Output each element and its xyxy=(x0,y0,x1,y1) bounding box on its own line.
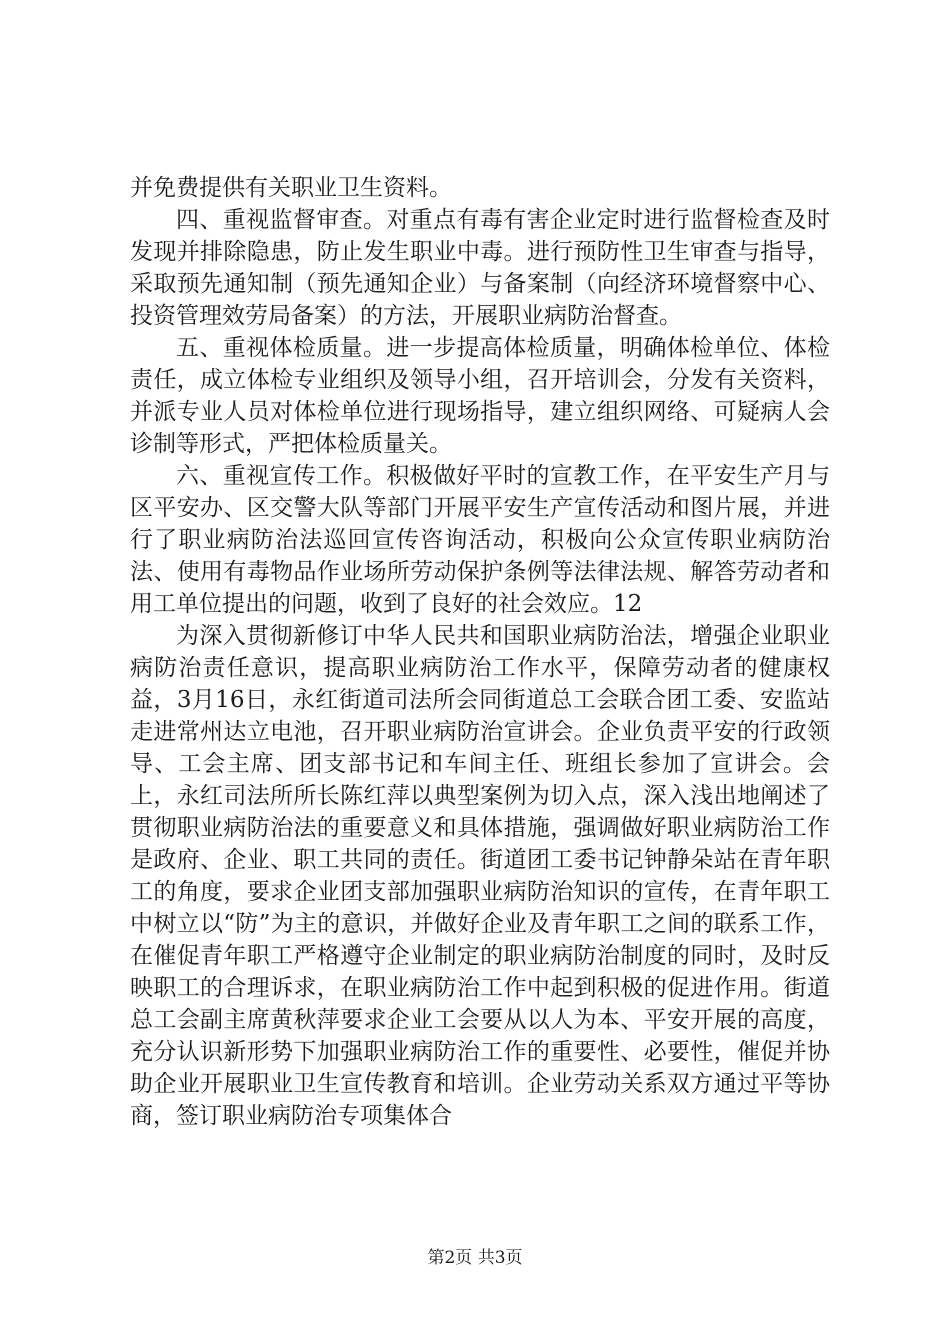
paragraph-occupational-disease-lecture: 为深入贯彻新修订中华人民共和国职业病防治法，增强企业职业病防治责任意识，提高职业病防治工作水平，保障劳动者的健康权益，3月16日，永红街道司法所会同街道总工会联合团工委、安监站走进常州达立电池，召开职业病防治宣讲会。企业负责平安的行政领导、工会主席、团支部书记和车间主任、班组长参加了宣讲会。会上，永红司法所所长陈红萍以典型案例为切入点，深入浅出地阐述了贯彻职业病防治法的重要意义和具体措施，强调做好职业病防治工作是政府、企业、职工共同的责任。街道团工委书记钟静朵站在青年职工的角度，要求企业团支部加强职业病防治知识的宣传，在青年职工中树立以“防”为主的意识，并做好企业及青年职工之间的联系工作，在催促青年职工严格遵守企业制定的职业病防治制度的同时，及时反映职工的合理诉求，在职业病防治工作中起到积极的促进作用。街道总工会副主席黄秋萍要求企业工会要从以人为本、平安开展的高度，充分认识新形势下加强职业病防治工作的重要性、必要性，催促并协助企业开展职业卫生宣传教育和培训。企业劳动关系双方通过平等协商，签订职业病防治专项集体合 xyxy=(130,623,830,1129)
document-body xyxy=(130,172,830,1132)
paragraph-health-exam-quality: 五、重视体检质量。进一步提高体检质量，明确体检单位、体检责任，成立体检专业组织及领导小组，召开培训会，分发有关资料，并派专业人员对体检单位进行现场指导，建立组织网络、可疑病人会诊制等形式，严把体检质量关。 xyxy=(130,335,830,457)
paragraph-continuation: 并免费提供有关职业卫生资料。 xyxy=(130,175,452,201)
paragraph-publicity-work: 六、重视宣传工作。积极做好平时的宣教工作，在平安生产月与区平安办、区交警大队等部门开展平安生产宣传活动和图片展，并进行了职业病防治法巡回宣传咨询活动，积极向公众宣传职业病防治法、使用有毒物品作业场所劳动保护条例等法律法规、解答劳动者和用工单位提出的问题，收到了良好的社会效应。12 xyxy=(130,463,830,617)
paragraph-supervision-review: 四、重视监督审查。对重点有毒有害企业定时进行监督检查及时发现并排除隐患，防止发生职业中毒。进行预防性卫生审查与指导，采取预先通知制（预先通知企业）与备案制（向经济环境督察中心、投资管理效劳局备案）的方法，开展职业病防治督查。 xyxy=(130,207,830,329)
page-number-footer: 第2页 共3页 xyxy=(427,1248,523,1268)
